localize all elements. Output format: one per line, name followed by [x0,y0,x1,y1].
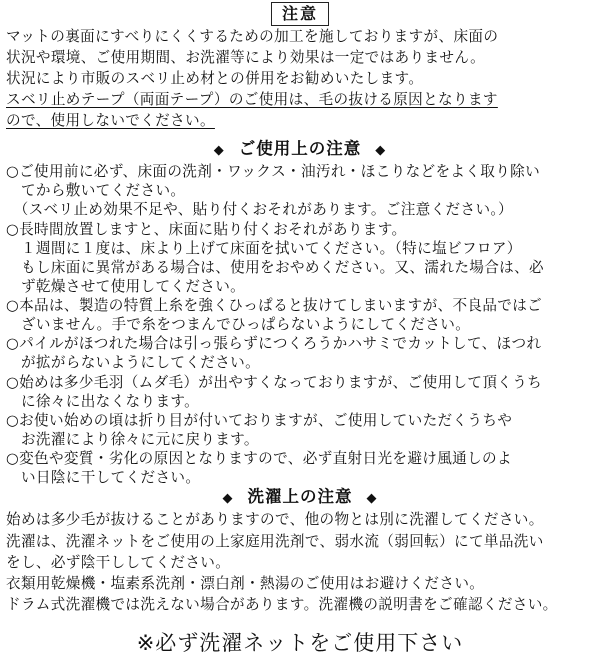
diamond-left-icon: ◆ [213,143,225,158]
wash-heading [0,486,600,510]
usage-line-11: が拡がらないようにしてください。 [6,354,261,371]
wash-heading-text: 洗濯上の注意 [247,487,353,506]
notice-line-2: 状況や環境、ご使用期間、お洗濯等により効果は一定ではありません。 [6,49,486,66]
diamond-right-icon: ◆ [375,143,387,158]
usage-heading [0,138,600,162]
footer-note: ※必ず洗濯ネットをご使用下さい [136,631,464,655]
usage-heading-text: ご使用上の注意 [238,139,362,158]
diamond-left-icon: ◆ [222,491,234,506]
usage-line-14: ○お使い始めの頃は折り目が付いておりますが、ご使用していただくうちや [6,412,513,429]
wash-line-1: 始めは多少毛が抜けることがありますので、他の物とは別に洗濯してください。 [6,511,544,528]
wash-line-5: ドラム式洗濯機では洗えない場合があります。洗濯機の説明書をご確認ください。 [6,596,558,613]
usage-line-13: に徐々に出なくなります。 [6,393,200,410]
usage-line-12: ○始めは多少毛羽（ムダ毛）が出やすくなっておりますが、ご使用して頂くうち [6,374,543,391]
usage-line-1: ○ご使用前に必ず、床面の洗剤・ワックス・油汚れ・ほこりなどをよく取り除い [6,163,541,180]
notice-line-4-underlined: スベリ止めテープ（両面テープ）のご使用は、毛の抜ける原因となります [6,91,498,108]
usage-line-10: ○パイルがほつれた場合は引っ張らずにつくろうかハサミでカットして、ほつれ [6,335,542,352]
wash-line-3: をし、必ず陰干ししてください。 [6,554,231,571]
wash-line-2: 洗濯は、洗濯ネットをご使用の上家庭用洗剤で、弱水流（弱回転）にて単品洗い [6,533,544,550]
usage-line-6: もし床面に異常がある場合は、使用をおやめください。又、濡れた場合は、必 [6,259,544,276]
usage-line-7: ず乾燥させて使用してください。 [6,278,246,295]
usage-line-9: ざいません。手で糸をつまんでひっぱらないようにしてください。 [6,316,471,333]
usage-line-4: ○長時間放置しますと、床面に貼り付くおそれがあります。 [6,221,407,238]
notice-line-3: 状況により市販のスベリ止め材との併用をお勧めいたします。 [6,70,424,87]
notice-title: 注意 [271,2,329,26]
usage-line-8: ○本品は、製造の特質上糸を強くひっぱると抜けてしまいますが、不良品ではご [6,297,543,314]
usage-line-15: お洗濯により徐々に元に戻ります。 [6,431,259,448]
usage-line-16: ○変色や変質・劣化の原因となりますので、必ず直射日光を避け風通しのよ [6,450,512,467]
diamond-right-icon: ◆ [366,491,378,506]
usage-line-17: い日陰に干してください。 [6,469,201,486]
usage-line-3: （スベリ止め効果不足や、貼り付くおそれがあります。ご注意ください。） [6,201,513,218]
notice-line-1: マットの裏面にすべりにくくするための加工を施しておりますが、床面の [6,28,499,45]
usage-line-5: １週間に１度は、床より上げて床面を拭いてください。（特に塩ビフロア） [6,240,522,257]
notice-line-5-underlined: ので、使用しないでください。 [6,112,215,129]
usage-line-2: てから敷いてください。 [6,182,186,199]
wash-line-4: 衣類用乾燥機・塩素系洗剤・漂白剤・熱湯のご使用はお避けください。 [6,575,485,592]
